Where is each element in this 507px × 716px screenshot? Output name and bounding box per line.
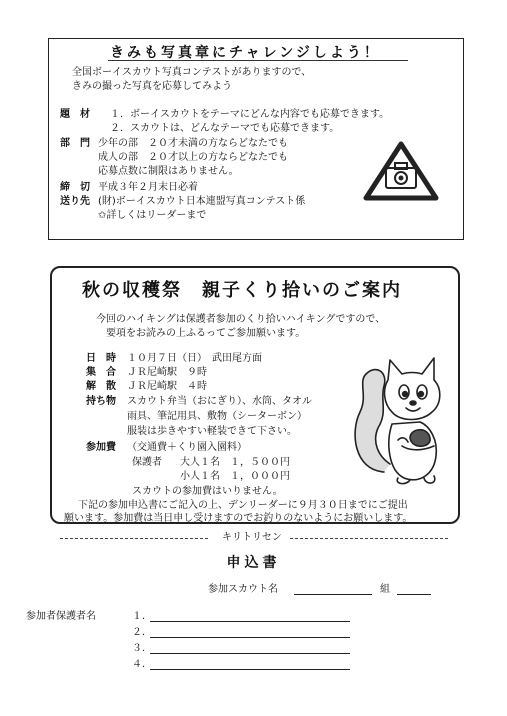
form-title: 申込書	[226, 555, 281, 571]
send-to-label: 送り先	[60, 196, 90, 207]
items-line: 服装は歩きやすい軽装できて下さい。	[127, 426, 297, 437]
photo-note: ✩詳しくはリーダーまで	[98, 210, 207, 221]
guardian-row-number: ２．	[132, 627, 152, 638]
gather-value: ＪＲ尼崎駅 ９時	[127, 367, 207, 378]
deadline-label: 締 切	[60, 182, 90, 193]
deadline-value: 平成３年２月末日必着	[98, 182, 198, 193]
date-value: １０月７日（日） 武田尾方面	[127, 353, 262, 364]
dismiss-label: 解 散	[86, 381, 116, 392]
guardian-name-field[interactable]	[150, 621, 350, 622]
guardian-name-label: 参加者保護者名	[26, 611, 96, 622]
camera-badge-icon	[362, 140, 440, 202]
cut-line-right	[290, 538, 448, 539]
harvest-intro-line: 要項をお読みの上ふるってご参加願います。	[106, 328, 306, 339]
photo-intro-line: 全国ボーイスカウト写真コンテストがありますので、	[72, 67, 312, 78]
child-fee: 小人１名 １，０００円	[180, 471, 290, 482]
guardian-name-field[interactable]	[150, 653, 350, 654]
scout-name-label: 参加スカウト名	[208, 584, 278, 595]
photo-contest-title: きみも写真章にチャレンジしよう！	[110, 45, 381, 61]
title-underline	[108, 60, 408, 61]
squirrel-illustration	[348, 352, 456, 492]
division-line: 成人の部 ２０才以上の方ならどなたでも	[98, 152, 288, 163]
adult-fee: 大人１名 １，５００円	[180, 457, 290, 468]
cut-line-label: キリトリセン	[222, 532, 282, 543]
division-line: 応募点数に制限はありません。	[98, 166, 239, 177]
division-label: 部 門	[60, 138, 90, 149]
date-label: 日 時	[86, 353, 116, 364]
group-label: 組	[380, 584, 390, 595]
guardian-name-field[interactable]	[150, 637, 350, 638]
theme-line: １．ボーイスカウトをテーマにどんな内容でも応募できます。	[110, 109, 390, 120]
items-label: 持ち物	[86, 396, 116, 407]
items-line: スカウト弁当（おにぎり）、水筒、タオル	[127, 396, 312, 407]
guardian-row-number: ３．	[132, 643, 152, 654]
closing-line: 下記の参加申込書にご記入の上、デンリーダーに９月３０日までにご提出	[78, 500, 408, 511]
closing-line: 願います。参加費は当日申し受けますのでお釣りのないようにお願いします。	[64, 513, 413, 524]
harvest-intro-line: 今回のハイキングは保護者参加のくり拾いハイキングですので、	[96, 314, 386, 325]
photo-intro-line: きみの撮った写真を応募してみよう	[72, 81, 232, 92]
fee-label: 参加費	[86, 442, 116, 453]
theme-line: ２．スカウトは、どんなテーマでも応募できます。	[110, 123, 340, 134]
division-line: 少年の部 ２０才未満の方ならどなたでも	[98, 138, 288, 149]
group-field[interactable]	[397, 594, 431, 595]
scout-fee-note: スカウトの参加費はいりません。	[132, 486, 283, 497]
items-line: 雨具、筆記用具、敷物（シーターボン）	[127, 411, 307, 422]
gather-label: 集 合	[86, 367, 116, 378]
scout-name-field[interactable]	[294, 594, 372, 595]
guardian-row-number: ４．	[132, 659, 152, 670]
guardian-fee-label: 保護者	[132, 457, 162, 468]
guardian-row-number: １．	[132, 611, 152, 622]
guardian-name-field[interactable]	[150, 669, 350, 670]
theme-label: 題 材	[60, 109, 90, 120]
cut-line-left	[60, 538, 208, 539]
harvest-title: 秋の収穫祭 親子くり拾いのご案内	[82, 280, 402, 301]
dismiss-value: ＪＲ尼崎駅 ４時	[127, 381, 207, 392]
fee-note: （交通費＋くり園入園料）	[127, 442, 247, 453]
send-to-value: (財)ボーイスカウト日本連盟写真コンテスト係	[98, 196, 306, 207]
